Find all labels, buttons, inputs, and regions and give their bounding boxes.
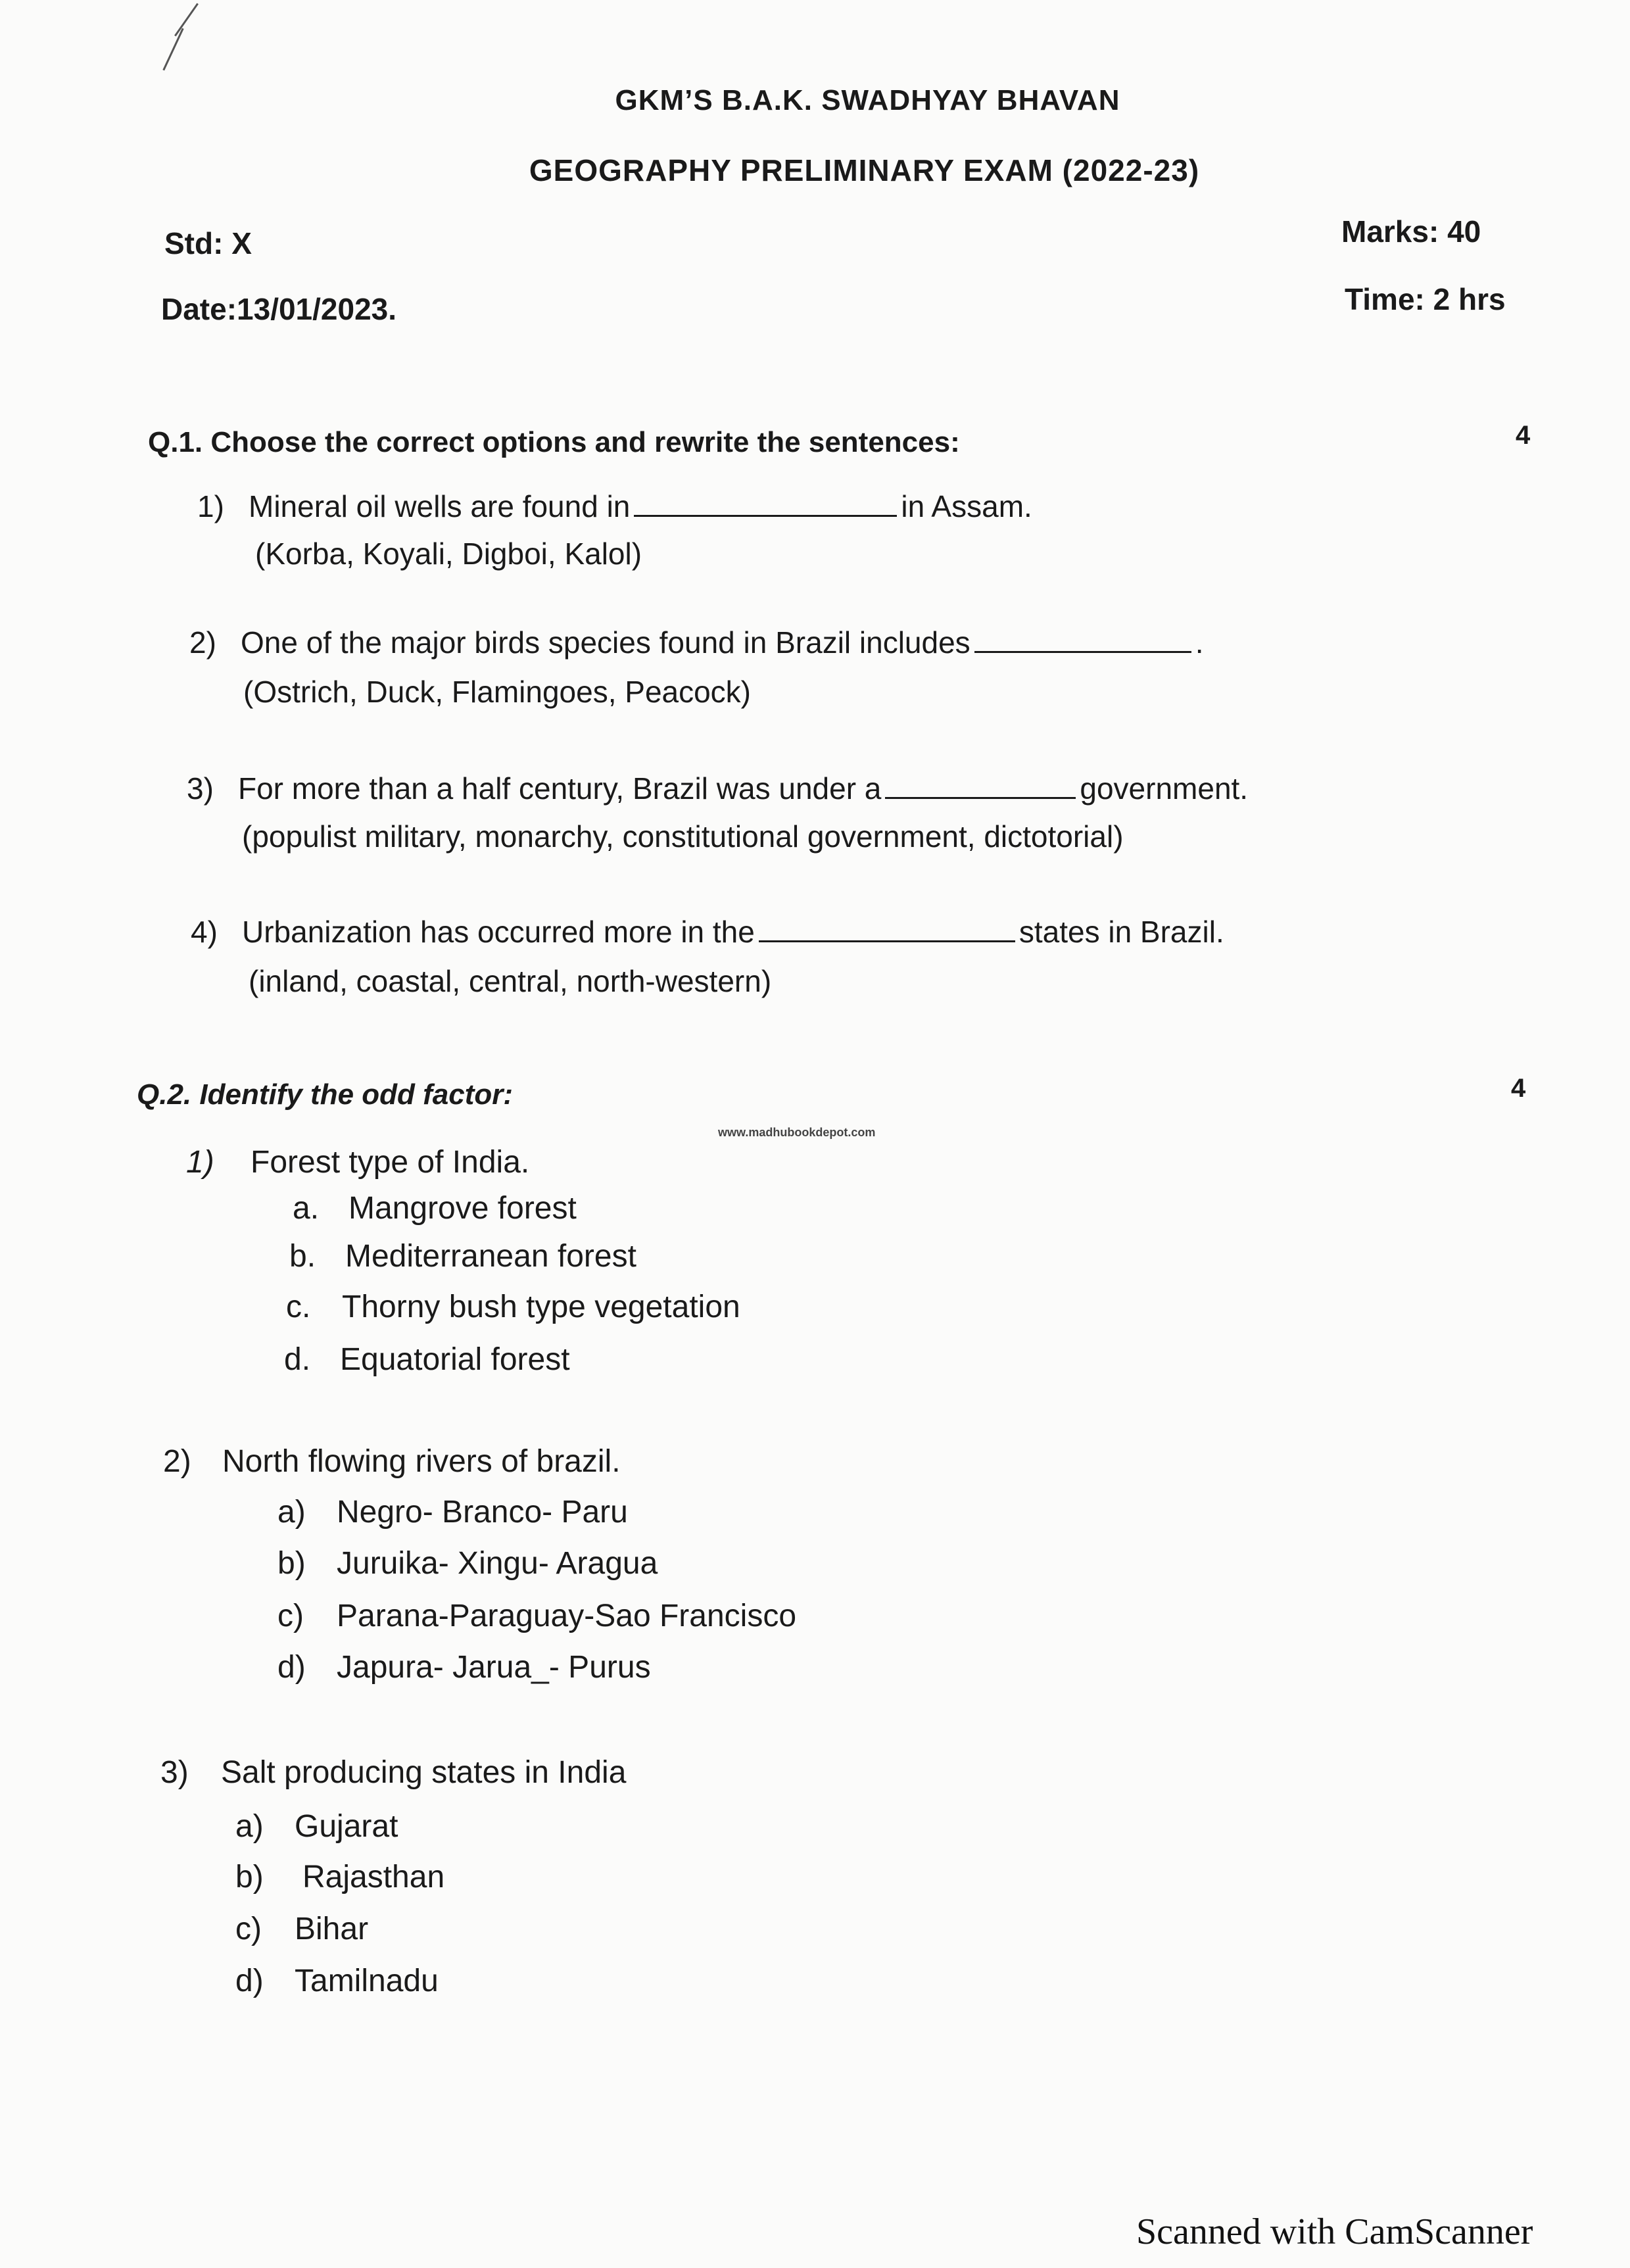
q2-item-1 — [186, 1144, 529, 1180]
q2-item-2-option-a — [277, 1494, 628, 1530]
q1-item-1-options: (Korba, Koyali, Digboi, Kalol) — [255, 537, 642, 571]
item-number: 1) — [197, 489, 224, 523]
q2-item-3 — [160, 1754, 626, 1791]
answer-blank — [634, 491, 897, 517]
item-number: 1) — [186, 1145, 214, 1180]
q1-title: Q.1. Choose the correct options and rewrite the sentences: — [148, 426, 960, 458]
option-label: a) — [277, 1495, 306, 1530]
item-text: Forest type of India. — [251, 1145, 530, 1180]
option-label: b. — [289, 1239, 316, 1274]
item-number: 3) — [160, 1755, 189, 1790]
option-label: a) — [235, 1809, 264, 1844]
option-text: Japura- Jarua_- Purus — [337, 1650, 651, 1685]
option-text: Equatorial forest — [340, 1342, 570, 1377]
option-label: d) — [277, 1650, 306, 1685]
option-label: c) — [277, 1599, 304, 1633]
q1-item-2-options: (Ostrich, Duck, Flamingoes, Peacock) — [243, 675, 752, 709]
option-label: a. — [293, 1191, 320, 1226]
q2-item-3-option-d — [235, 1963, 439, 1999]
item-text-after: states in Brazil. — [1019, 915, 1224, 949]
q1-item-3 — [187, 771, 1248, 806]
option-label: d. — [284, 1342, 311, 1377]
item-text: Urbanization has occurred more in the — [242, 915, 755, 949]
option-label: c) — [235, 1912, 262, 1946]
q2-item-2-option-b — [277, 1545, 658, 1581]
option-text: Mangrove forest — [348, 1191, 577, 1226]
q1-item-1 — [197, 489, 1032, 524]
answer-blank — [974, 627, 1191, 653]
item-text: For more than a half century, Brazil was under a — [238, 771, 882, 806]
q1-item-4 — [191, 914, 1224, 950]
q2-item-3-option-c — [235, 1911, 368, 1947]
watermark: www.madhubookdepot.com — [718, 1126, 876, 1139]
option-text: Bihar — [295, 1912, 369, 1946]
item-text: Salt producing states in India — [221, 1755, 627, 1790]
q2-item-3-option-a — [235, 1808, 398, 1845]
option-text: Juruika- Xingu- Aragua — [337, 1546, 658, 1581]
option-text: Negro- Branco- Paru — [337, 1495, 628, 1530]
item-text-after: in Assam. — [901, 489, 1032, 523]
option-label: b) — [277, 1546, 306, 1581]
q1-item-3-options: (populist military, monarchy, constitutional government, dictotorial) — [242, 819, 1124, 854]
std-label: Std: X — [164, 226, 252, 260]
q1-item-4-options: (inland, coastal, central, north-western) — [249, 964, 772, 998]
q2-item-2 — [163, 1443, 621, 1480]
q2-item-3-option-b — [235, 1859, 444, 1895]
q2-title: Q.2. Identify the odd factor: — [137, 1078, 514, 1111]
q1-item-2 — [189, 625, 1203, 660]
option-text: Tamilnadu — [295, 1964, 439, 1998]
q1-marks: 4 — [1516, 421, 1531, 450]
q2-item-1-option-d — [284, 1341, 570, 1378]
exam-title: GEOGRAPHY PRELIMINARY EXAM (2022-23) — [529, 153, 1200, 187]
item-number: 3) — [187, 771, 214, 806]
item-number: 2) — [163, 1444, 191, 1479]
option-label: b) — [235, 1860, 264, 1894]
date-label: Date:13/01/2023. — [161, 292, 397, 326]
answer-blank — [759, 917, 1015, 942]
item-number: 4) — [191, 915, 218, 949]
time-label: Time: 2 hrs — [1345, 282, 1506, 316]
item-text: Mineral oil wells are found in — [249, 489, 631, 523]
item-number: 2) — [189, 625, 216, 660]
q2-item-2-option-c — [277, 1598, 796, 1634]
option-label: d) — [235, 1964, 264, 1998]
item-text-after: government. — [1080, 771, 1249, 806]
q2-item-1-option-c — [286, 1289, 740, 1325]
option-text: Rajasthan — [302, 1860, 445, 1894]
option-label: c. — [286, 1290, 311, 1324]
marks-label: Marks: 40 — [1341, 214, 1481, 249]
q2-marks: 4 — [1511, 1074, 1526, 1103]
option-text: Thorny bush type vegetation — [342, 1290, 740, 1324]
school-name: GKM’S B.A.K. SWADHYAY BHAVAN — [615, 84, 1120, 116]
pen-mark — [174, 3, 199, 37]
option-text: Mediterranean forest — [345, 1239, 636, 1274]
camscanner-footer: Scanned with CamScanner — [1136, 2211, 1533, 2252]
option-text: Parana-Paraguay-Sao Francisco — [337, 1599, 797, 1633]
item-text: One of the major birds species found in Brazil includes — [241, 625, 971, 660]
pen-mark — [162, 28, 183, 71]
answer-blank — [885, 773, 1076, 799]
option-text: Gujarat — [295, 1809, 398, 1844]
q2-item-2-option-d — [277, 1649, 651, 1685]
q2-item-1-option-b — [289, 1238, 636, 1274]
item-text: North flowing rivers of brazil. — [222, 1444, 621, 1479]
item-text-after: . — [1195, 625, 1204, 660]
q2-item-1-option-a — [293, 1190, 577, 1226]
